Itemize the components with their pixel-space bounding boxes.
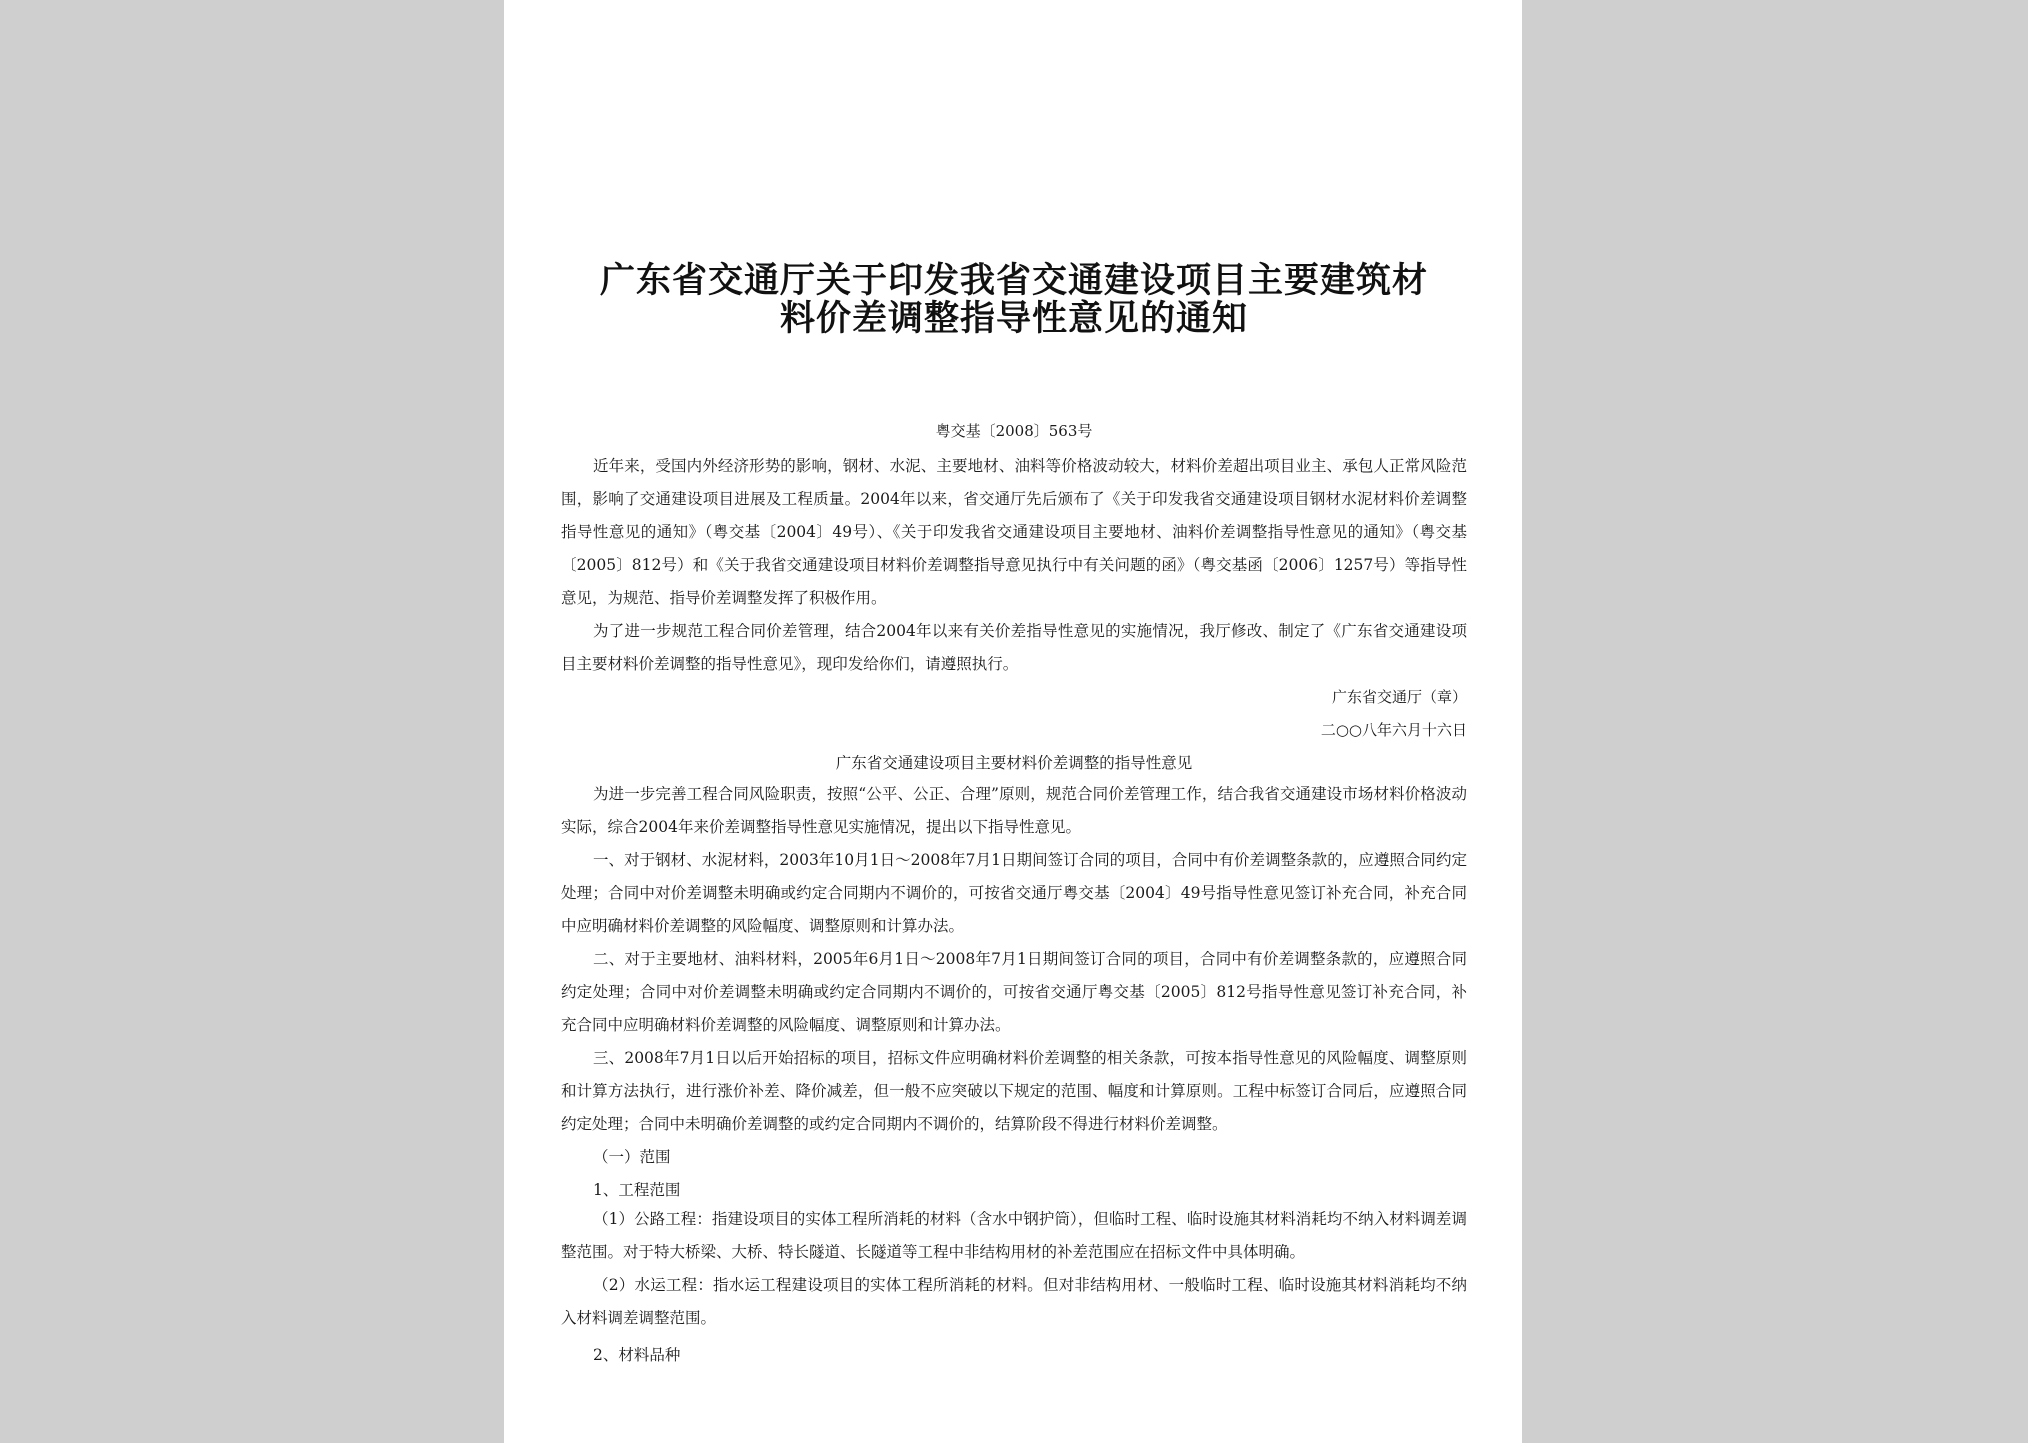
attachment-paragraph-two: 二、对于主要地材、油料材料，2005年6月1日～2008年7月1日期间签订合同的项目，合同中有价差调整条款的，应遵照合同约定处理；合同中对价差调整未明确或约定合同期内不调价的，可按省交通厅粤交基〔2005〕812号指导性意见签订补充合同，补充合同中应明确材料价差调整的风险幅度、调整原则和计算办法。 — [561, 950, 1467, 1034]
document-number: 粤交基〔2008〕563号 — [935, 422, 1093, 440]
attachment-title: 广东省交通建设项目主要材料价差调整的指导性意见 — [835, 754, 1193, 772]
issuer-seal-line: 广东省交通厅（章） — [1331, 688, 1467, 706]
section-heading-scope: （一）范围 — [593, 1148, 671, 1166]
attachment-paragraph-one: 一、对于钢材、水泥材料，2003年10月1日～2008年7月1日期间签订合同的项目，合同中有价差调整条款的，应遵照合同约定处理；合同中对价差调整未明确或约定合同期内不调价的，可按省交通厅粤交基〔2004〕49号指导性意见签订补充合同，补充合同中应明确材料价差调整的风险幅度、调整原则和计算办法。 — [561, 851, 1467, 935]
document-title: 广东省交通厅关于印发我省交通建设项目主要建筑材料价差调整指导性意见的通知 — [599, 260, 1428, 339]
paragraph-highway-works: （1）公路工程：指建设项目的实体工程所消耗的材料（含水中钢护筒），但临时工程、临时设施其材料消耗均不纳入材料调差调整范围。对于特大桥梁、大桥、特长隧道、长隧道等工程中非结构用材的补差范围应在招标文件中具体明确。 — [561, 1210, 1467, 1261]
document-page — [504, 0, 1522, 1443]
subsection-heading-project-scope: 1、工程范围 — [593, 1181, 681, 1199]
attachment-paragraph-three: 三、2008年7月1日以后开始招标的项目，招标文件应明确材料价差调整的相关条款，可按本指导性意见的风险幅度、调整原则和计算方法执行，进行涨价补差、降价减差，但一般不应突破以下规定的范围、幅度和计算原则。工程中标签订合同后，应遵照合同约定处理；合同中未明确价差调整的或约定合同期内不调价的，结算阶段不得进行材料价差调整。 — [561, 1049, 1467, 1133]
paragraph-notice: 为了进一步规范工程合同价差管理，结合2004年以来有关价差指导性意见的实施情况，我厅修改、制定了《广东省交通建设项目主要材料价差调整的指导性意见》，现印发给你们，请遵照执行。 — [561, 622, 1467, 673]
paragraph-waterway-works: （2）水运工程：指水运工程建设项目的实体工程所消耗的材料。但对非结构用材、一般临时工程、临时设施其材料消耗均不纳入材料调差调整范围。 — [561, 1276, 1467, 1327]
attachment-paragraph-preamble: 为进一步完善工程合同风险职责，按照“公平、公正、合理”原则，规范合同价差管理工作，结合我省交通建设市场材料价格波动实际，综合2004年来价差调整指导性意见实施情况，提出以下指导性意见。 — [561, 785, 1467, 836]
paragraph-intro: 近年来，受国内外经济形势的影响，钢材、水泥、主要地材、油料等价格波动较大，材料价差超出项目业主、承包人正常风险范围，影响了交通建设项目进展及工程质量。2004年以来，省交通厅先后颁布了《关于印发我省交通建设项目钢材水泥材料价差调整指导性意见的通知》（粤交基〔2004〕49号）、《关于印发我省交通建设项目主要地材、油料价差调整指导性意见的通知》（粤交基〔2005〕812号）和《关于我省交通建设项目材料价差调整指导意见执行中有关问题的函》（粤交基函〔2006〕1257号）等指导性意见，为规范、指导价差调整发挥了积极作用。 — [561, 457, 1467, 607]
issue-date: 二○○八年六月十六日 — [1320, 721, 1467, 739]
subsection-heading-material-types: 2、材料品种 — [593, 1346, 681, 1364]
